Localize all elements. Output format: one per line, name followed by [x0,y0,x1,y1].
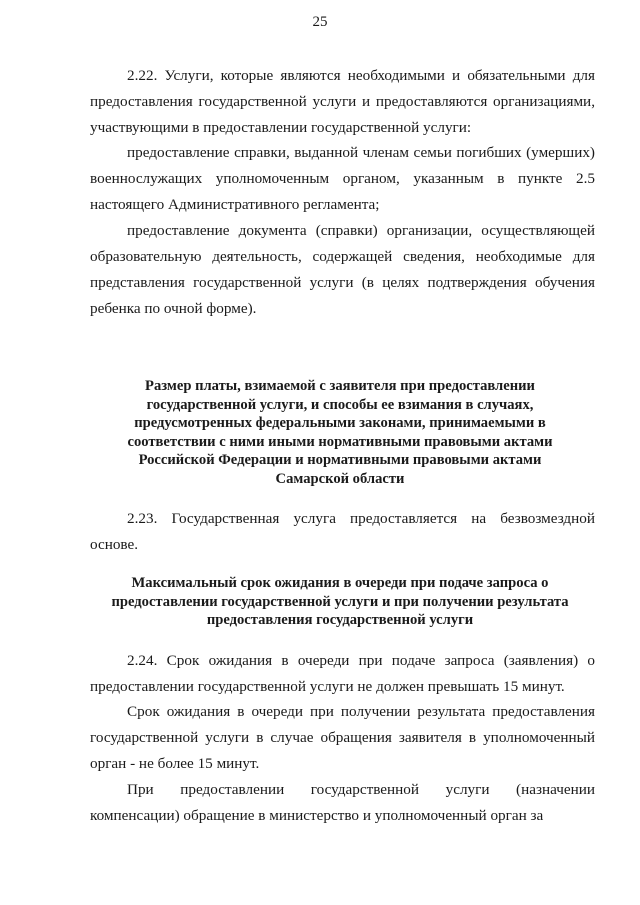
paragraph-education-document: предоставление документа (справки) организации, осуществляющей образовательную деятельность, содержащей сведения, необходимые для представления государственной услуги (в целях подтверждения обучения ребенка по очной форме). [90,222,595,317]
paragraph-family-certificate: предоставление справки, выданной членам семьи погибших (умерших) военнослужащих уполномоченным органом, указанным в пункте 2.5 настоящего Административного регламента; [90,144,595,213]
page-number: 25 [312,14,328,30]
paragraph-2-24: 2.24. Срок ожидания в очереди при подаче запроса (заявления) о предоставлении государственной услуги не должен превышать 15 минут. [90,652,595,695]
paragraph-compensation: При предоставлении государственной услуги (назначении компенсации) обращение в министерство и уполномоченный орган за [90,781,595,824]
paragraph-2-23: 2.23. Государственная услуга предоставляется на безвозмездной основе. [90,510,595,553]
paragraph-result-wait: Срок ожидания в очереди при получении результата предоставления государственной услуги в случае обращения заявителя в уполномоченный орган - не более 15 минут. [90,703,595,772]
section-heading-queue-time: Максимальный срок ожидания в очереди при подаче запроса о предоставлении государственной услуги и при получении результата предоставления государственной услуги [111,575,569,628]
section-heading-fee: Размер платы, взимаемой с заявителя при предоставлении государственной услуги, и способы ее взимания в случаях, предусмотренных федеральными законами, принимаемыми в соответствии с ними иными нормативными правовыми актами Российской Федерации и нормативными правовыми актами Самарской области [127,378,553,487]
paragraph-2-22: 2.22. Услуги, которые являются необходимыми и обязательными для предоставления государственной услуги и предоставляются организациями, участвующими в предоставлении государственной услуги: [90,67,595,136]
